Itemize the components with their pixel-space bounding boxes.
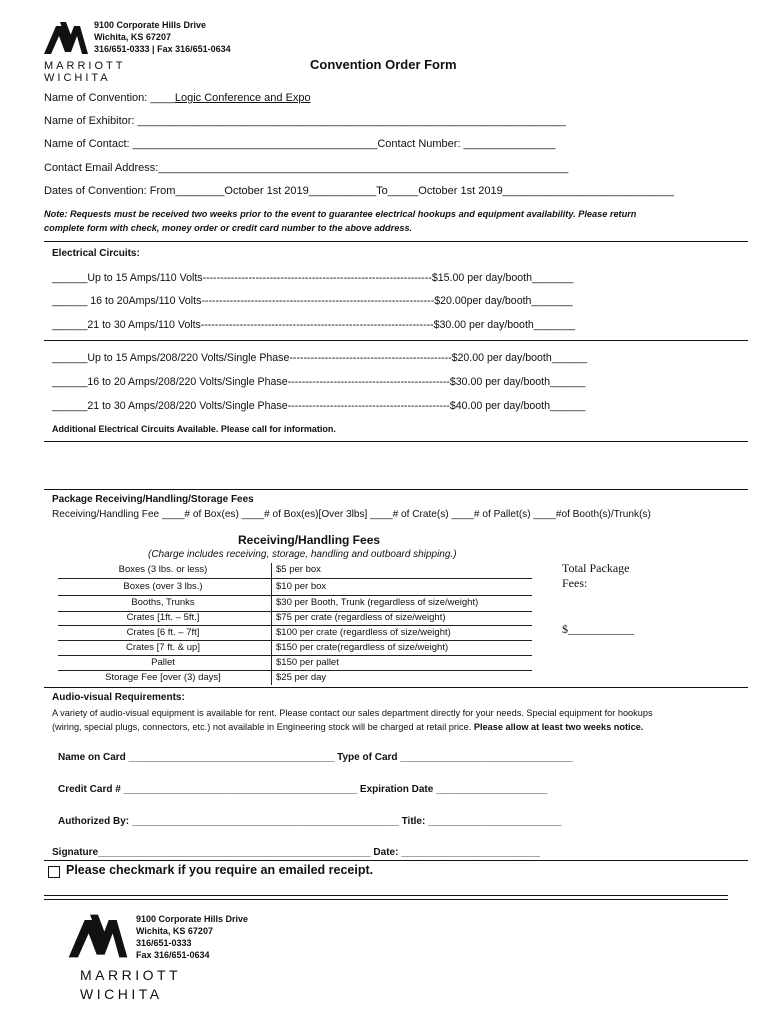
circuit-row[interactable]: ______16 to 20 Amps/208/220 Volts/Single Phase----------------------------------------------$30.00 per day/booth______ (52, 376, 586, 388)
av-line2-text: (wiring, special plugs, connectors, etc.) not available in Engineering stock will be charged at retail price. (52, 722, 474, 732)
footer-address-line2: Wichita, KS 67207 (136, 926, 213, 936)
footer-address-line1: 9100 Corporate Hills Drive (136, 914, 249, 924)
package-heading: Package Receiving/Handling/Storage Fees (52, 494, 254, 505)
emailed-receipt-checkbox[interactable] (48, 866, 60, 878)
av-line1: A variety of audio-visual equipment is available for rent. Please contact our sales department directly for your needs. Special equipment for hookups (52, 708, 653, 718)
circuit-row[interactable]: ______Up to 15 Amps/208/220 Volts/Single Phase----------------------------------------------$20.00 per day/booth______ (52, 352, 588, 364)
dates-tail: _____ (643, 185, 674, 197)
header-address-line1: 9100 Corporate Hills Drive (94, 20, 207, 30)
fee-amount: $10 per box (276, 581, 327, 592)
credit-card-field[interactable]: Credit Card # __________________________________________ Expiration Date ____________________ (58, 784, 548, 795)
av-heading: Audio-visual Requirements: (52, 692, 185, 703)
fee-amount: $5 per box (276, 564, 321, 575)
divider-footer-2 (44, 899, 728, 900)
circuit-row[interactable]: ______ 16 to 20Amps/110 Volts------------------------------------------------------------------$20.00per day/booth_______ (52, 295, 573, 307)
fee-item: Crates [7 ft. & up] (126, 642, 200, 653)
fee-amount: $30 per Booth, Trunk (regardless of size/weight) (276, 597, 479, 608)
fee-item: Crates [1ft. – 5ft.] (126, 612, 200, 623)
dates-to-value: October 1st 2019_______________________ (418, 185, 644, 197)
circuit-row[interactable]: ______Up to 15 Amps/110 Volts-----------------------------------------------------------------$15.00 per day/booth_______ (52, 272, 574, 284)
fee-item: Boxes (3 lbs. or less) (118, 564, 208, 575)
dates-label: Dates of Convention: From________ (44, 185, 225, 197)
name-on-card-field[interactable]: Name on Card _____________________________________ Type of Card _______________________________ (58, 752, 573, 763)
total-package-label-2: Fees: (562, 576, 588, 590)
footer-marriott-logo-icon (66, 910, 130, 962)
contact-field[interactable]: Name of Contact: ________________________________________Contact Number: _______________ (44, 138, 556, 150)
header-phone-fax: 316/651-0333 | Fax 316/651-0634 (94, 44, 231, 54)
divider-signature (44, 860, 748, 861)
package-receiving-line[interactable]: Receiving/Handling Fee ____# of Box(es) ____# of Box(es)[Over 3lbs] ____# of Crate(s) ____# of Pallet(s) ____#of Booth(s)/Trunk(s) (52, 509, 651, 520)
note-line1: Note: Requests must be received two weeks prior to the event to guarantee electrical hookups and equipment availability. Please return (44, 209, 637, 219)
circuit-row[interactable]: ______21 to 30 Amps/110 Volts------------------------------------------------------------------$30.00 per day/booth_______ (52, 319, 576, 331)
divider-electrical-bottom (44, 441, 748, 442)
circuit-row[interactable]: ______21 to 30 Amps/208/220 Volts/Single Phase----------------------------------------------$40.00 per day/booth______ (52, 400, 586, 412)
divider-av-top (44, 687, 748, 688)
fee-amount: $150 per pallet (276, 657, 339, 668)
total-package-fees-field[interactable]: $___________ (562, 622, 634, 636)
fee-amount: $75 per crate (regardless of size/weight) (276, 612, 446, 623)
fee-item: Storage Fee [over (3) days] (105, 672, 221, 683)
fee-item: Booths, Trunks (131, 597, 195, 608)
footer-brand-city: WICHITA (80, 986, 163, 1002)
header-brand-name: MARRIOTT (44, 60, 126, 72)
emailed-receipt-label: Please checkmark if you require an emailed receipt. (66, 863, 374, 877)
fee-amount: $150 per crate(regardless of size/weight) (276, 642, 449, 653)
fee-amount: $100 per crate (regardless of size/weight) (276, 627, 451, 638)
divider-package-top (44, 489, 748, 490)
authorized-by-field[interactable]: Authorized By: ________________________________________________ Title: ________________________ (58, 816, 562, 827)
footer-brand-name: MARRIOTT (80, 967, 182, 983)
dates-from-value: October 1st 2019___________ (224, 185, 377, 197)
header-address-line2: Wichita, KS 67207 (94, 32, 171, 42)
exhibitor-field[interactable]: Name of Exhibitor: ______________________________________________________________________ (44, 115, 566, 127)
electrical-additional-note: Additional Electrical Circuits Available. Please call for information. (52, 424, 336, 434)
fee-item: Pallet (151, 657, 175, 668)
total-package-label-1: Total Package (562, 561, 630, 575)
divider-electrical-top (44, 241, 748, 242)
footer-phone: 316/651-0333 (136, 938, 192, 948)
fees-table-subtitle: (Charge includes receiving, storage, handling and outboard shipping.) (148, 549, 457, 560)
dates-field[interactable] (44, 185, 674, 197)
convention-field[interactable] (44, 92, 311, 104)
signature-field[interactable]: Signature_________________________________________________ Date: _________________________ (52, 847, 541, 858)
convention-label: Name of Convention: ____ (44, 92, 175, 104)
fees-table-title: Receiving/Handling Fees (238, 533, 381, 547)
dates-to-label: To_____ (376, 185, 419, 197)
note-line2: complete form with check, money order or credit card number to the above address. (44, 223, 413, 233)
header-brand-city: WICHITA (44, 72, 111, 84)
av-line2 (52, 722, 643, 732)
email-field[interactable]: Contact Email Address:___________________________________________________________________ (44, 162, 569, 174)
fee-item: Crates [6 ft. – 7ft] (126, 627, 200, 638)
av-notice: Please allow at least two weeks notice. (473, 722, 644, 732)
convention-value: Logic Conference and Expo (174, 92, 311, 104)
fee-item: Boxes (over 3 lbs.) (123, 581, 203, 592)
divider-footer-1 (44, 895, 728, 896)
fee-amount: $25 per day (276, 672, 327, 683)
form-title: Convention Order Form (310, 57, 457, 72)
footer-fax: Fax 316/651-0634 (136, 950, 210, 960)
electrical-heading: Electrical Circuits: (52, 248, 140, 259)
marriott-logo-icon (42, 20, 90, 56)
divider-electrical-mid (44, 340, 748, 341)
